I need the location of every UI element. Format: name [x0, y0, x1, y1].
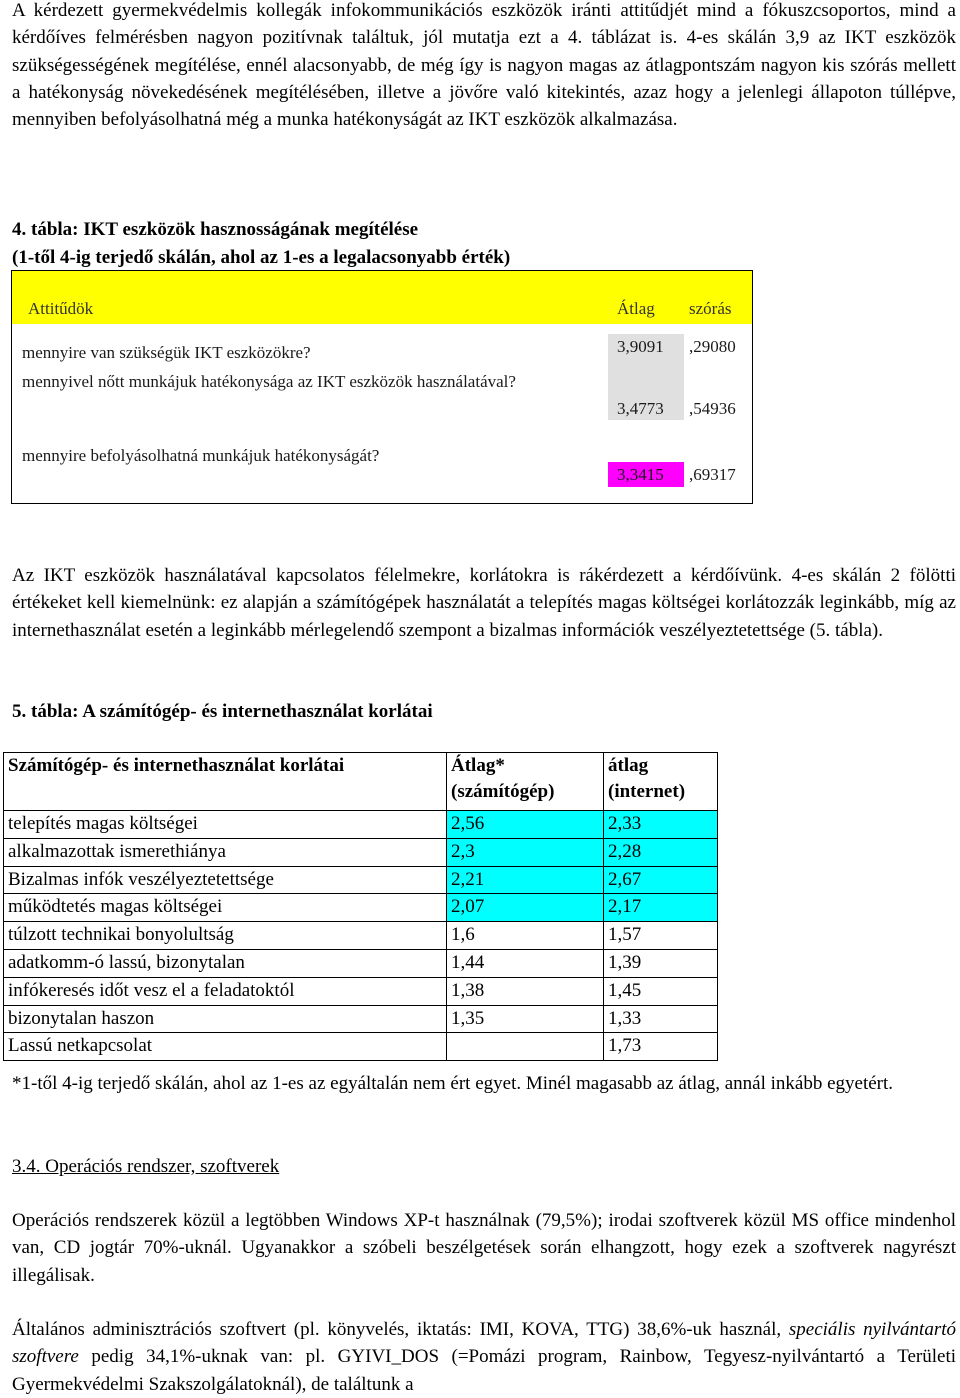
- table-row: [4, 866, 718, 894]
- table5-row-internet: 1,39: [604, 949, 718, 977]
- table5-row-computer: 1,38: [447, 977, 604, 1005]
- table4-row3-question: mennyire befolyásolhatná munkájuk hatékonyságát?: [22, 446, 380, 465]
- table5-row-computer: 2,07: [447, 894, 604, 922]
- table4-row2-sd: ,54936: [689, 399, 736, 418]
- table5-row-computer: 1,44: [447, 949, 604, 977]
- table5-row-internet: 1,73: [604, 1033, 718, 1061]
- table5-row-label: alkalmazottak ismerethiánya: [4, 838, 447, 866]
- table-row: [4, 1005, 718, 1033]
- table4-caption-line2: (1-től 4-ig terjedő skálán, ahol az 1-es a legalacsonyabb érték): [12, 247, 511, 268]
- table5-row-label: Bizalmas infók veszélyeztetettsége: [4, 866, 447, 894]
- table-row: [4, 894, 718, 922]
- table5-row-label: adatkomm-ó lassú, bizonytalan: [4, 949, 447, 977]
- table5-row-label: bizonytalan haszon: [4, 1005, 447, 1033]
- table5-row-label: telepítés magas költségei: [4, 811, 447, 839]
- intro-paragraph: A kérdezett gyermekvédelmis kollegák infokommunikációs eszközök iránti attitűdjét mind a fókuszcsoportos, mind a kérdőíves felmérésben nagyon pozitívnak találtuk, jól mutatja ezt a 4. táblázat is. 4-es skálán 3,9 az IKT eszközök szükségességének megítélése, ennél alacsonyabb, de még így is nagyon magas az átlagpontszám nagyon kis szórás mellett a hatékonyság növekedésének megítélésében, illetve a jövőre való kitekintés, azaz hogy a jelenlegi állapoton túllépve, mennyiben befolyásolhatná még a munka hatékonyságát az IKT eszközök alkalmazása.: [12, 0, 956, 131]
- table5-row-internet: 1,45: [604, 977, 718, 1005]
- table5-footnote: *1-től 4-ig terjedő skálán, ahol az 1-es az egyáltalán nem ért egyet. Minél magasabb az átlag, annál inkább egyetért.: [12, 1073, 894, 1094]
- table5-row-label: túlzott technikai bonyolultság: [4, 922, 447, 950]
- table5-header-internet: átlag (internet): [604, 753, 718, 811]
- table5-header-row: [4, 753, 718, 811]
- table-row: [4, 949, 718, 977]
- table5-row-internet: 2,17: [604, 894, 718, 922]
- table4-header-mean: Átlag: [617, 299, 655, 318]
- table4-row3-sd: ,69317: [689, 465, 736, 484]
- table5-row-internet: 2,28: [604, 838, 718, 866]
- paragraph-3: Operációs rendszerek közül a legtöbben Windows XP-t használnak (79,5%); irodai szoftverek közül MS office mindenhol van, CD jogtár 70%-uknál. Ugyanakkor a szóbeli beszélgetések során elhangzott, hogy ezek a szoftverek nagyrészt illegálisak.: [12, 1210, 956, 1286]
- table4-row1-mean: 3,9091: [617, 337, 664, 356]
- table4-row3-mean: 3,3415: [617, 465, 664, 484]
- paragraph-2: Az IKT eszközök használatával kapcsolatos félelmekre, korlátokra is rákérdezett a kérdőívünk. 4-es skálán 2 fölötti értékeket kell kiemelnünk: ez alapján a számítógépek használatát a telepítés magas költségei korlátozzák leginkább, míg az internethasználat esetén a leginkább mérlegelendő szempont a bizalmas információk veszélyeztetettsége (5. tábla).: [12, 565, 956, 641]
- table4-row2-question: mennyivel nőtt munkájuk hatékonysága az IKT eszközök használatával?: [22, 372, 516, 391]
- table5-row-computer: 2,3: [447, 838, 604, 866]
- table5-row-computer: 2,56: [447, 811, 604, 839]
- table5-header-computer: Átlag* (számítógép): [447, 753, 604, 811]
- table4-row2-mean: 3,4773: [617, 399, 664, 418]
- table5-row-internet: 2,67: [604, 866, 718, 894]
- table5-row-computer: 1,6: [447, 922, 604, 950]
- table4-header-sd: szórás: [689, 299, 732, 318]
- table-row: [4, 977, 718, 1005]
- table5-row-label: működtetés magas költségei: [4, 894, 447, 922]
- paragraph-4-italic: speciális nyilvántartó szoftvere: [12, 1319, 956, 1368]
- paragraph-4-rest: pedig 34,1%-uknak van: pl. GYIVI_DOS (=Pomázi program, Rainbow, Tegyesz-nyilvántartó a Területi Gyermekvédelmi Szakszolgálatoknál), de találtunk a: [12, 1346, 956, 1395]
- table-row: [4, 838, 718, 866]
- table4-header-attitudes: Attitűdök: [28, 299, 94, 318]
- table4-caption-line1: 4. tábla: IKT eszközök hasznosságának megítélése: [12, 219, 419, 240]
- table5-row-label: Lassú netkapcsolat: [4, 1033, 447, 1061]
- paragraph-4: [12, 1316, 956, 1398]
- table5-row-internet: 2,33: [604, 811, 718, 839]
- table5-header-label: Számítógép- és internethasználat korlátai: [4, 753, 447, 811]
- section-heading: 3.4. Operációs rendszer, szoftverek: [12, 1156, 280, 1177]
- table4-row1-question: mennyire van szükségük IKT eszközökre?: [22, 343, 311, 362]
- table5-row-internet: 1,33: [604, 1005, 718, 1033]
- paragraph-4-start: Általános adminisztrációs szoftvert (pl. könyvelés, iktatás: IMI, KOVA, TTG) 38,6%-uk használ,: [12, 1319, 782, 1340]
- table5-row-internet: 1,57: [604, 922, 718, 950]
- table-row: [4, 811, 718, 839]
- table4-row1-sd: ,29080: [689, 337, 736, 356]
- table-row: [4, 1033, 718, 1061]
- table5-row-computer: [447, 1033, 604, 1061]
- table-row: [4, 922, 718, 950]
- table5-row-computer: 2,21: [447, 866, 604, 894]
- table5-caption: 5. tábla: A számítógép- és internethasználat korlátai: [12, 701, 433, 722]
- table5-row-label: infókeresés időt vesz el a feladatoktól: [4, 977, 447, 1005]
- table5-row-computer: 1,35: [447, 1005, 604, 1033]
- table5: [3, 752, 718, 1061]
